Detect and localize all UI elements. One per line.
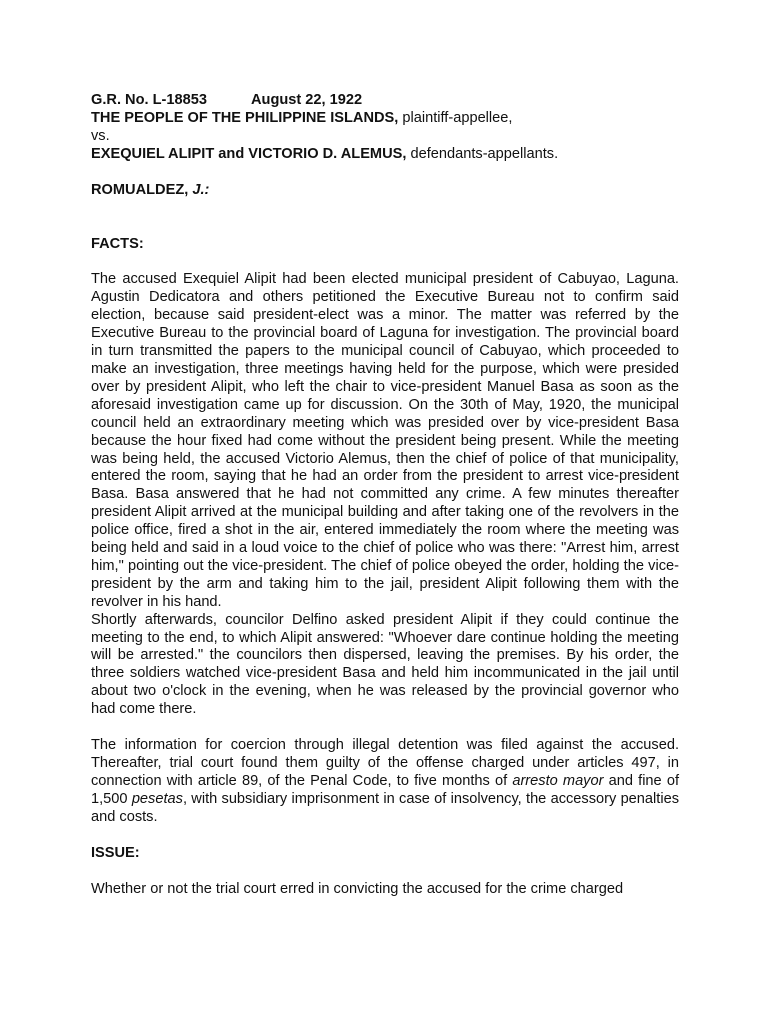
defendants-role: defendants-appellants. <box>406 145 559 162</box>
paragraph-3-text-2: and fine of 1,500 <box>91 772 679 807</box>
document-body <box>91 92 679 898</box>
ponente-line <box>91 182 679 200</box>
decision-date: August 22, 1922 <box>250 92 363 108</box>
defendants-line <box>91 146 679 164</box>
facts-paragraph-2: Shortly afterwards, councilor Delfino asked president Alipit if they could continue the meeting to the end, to which Alipit answered: "Whoever dare continue holding the meeting will be arrested." the councilors then dispersed, leaving the premises. By his order, the three soldiers watched vice-president Basa and held him incommunicated in the jail until about two o'clock in the evening, when he was released by the provincial governor who had come there. <box>91 611 679 718</box>
arresto-mayor-term: arresto mayor <box>512 772 604 789</box>
versus-line: vs. <box>91 127 110 144</box>
issue-text: Whether or not the trial court erred in convicting the accused for the crime charged <box>91 880 624 897</box>
defendants-name: EXEQUIEL ALIPIT and VICTORIO D. ALEMUS, <box>91 145 407 162</box>
ponente-title: J.: <box>192 181 210 198</box>
issue-heading: ISSUE: <box>91 844 140 861</box>
plaintiff-role: plaintiff-appellee, <box>398 109 513 126</box>
facts-heading: FACTS: <box>91 235 144 252</box>
gr-number: G.R. No. L-18853 <box>91 92 207 108</box>
paragraph-3-text-3: , with subsidiary imprisonment in case of insolvency, the accessory penalties and costs. <box>91 790 679 825</box>
case-number-line <box>91 92 679 110</box>
facts-paragraph-1: The accused Exequiel Alipit had been elected municipal president of Cabuyao, Laguna. Agustin Dedicatora and others petitioned the Executive Bureau not to confirm said election, because said president-elect was a minor. The matter was referred by the Executive Bureau to the provincial board of Laguna for investigation. The provincial board in turn transmitted the papers to the municipal council of Cabuyao, which proceeded to make an investigation, three meetings having held for the purpose, which were presided over by president Alipit, who left the chair to vice-president Manuel Basa as soon as the aforesaid investigation came up for discussion. On the 30th of May, 1920, the municipal council held an extraordinary meeting which was presided over by vice-president Basa because the hour fixed had come without the president being present. While the meeting was being held, the accused Victorio Alemus, then the chief of police of that municipality, entered the room, saying that he had an order from the president to arrest vice-president Basa. Basa answered that he had not committed any crime. A few minutes thereafter president Alipit arrived at the municipal building and after taking one of the revolvers in the police office, fired a shot in the air, entered immediately the room where the meeting was being held and said in a loud voice to the chief of police who was there: "Arrest him, arrest him," pointing out the vice-president. The chief of police obeyed the order, holding the vice-president by the arm and taking him to the jail, president Alipit following them with the revolver in his hand. <box>91 271 679 610</box>
facts-paragraph-3 <box>91 737 679 827</box>
plaintiff-name: THE PEOPLE OF THE PHILIPPINE ISLANDS, <box>91 109 399 126</box>
pesetas-term: pesetas <box>131 790 183 807</box>
plaintiff-line <box>91 110 679 128</box>
ponente-name: ROMUALDEZ, <box>91 181 193 198</box>
paragraph-3-text-1: The information for coercion through illegal detention was filed against the accused. Thereafter, trial court found them guilty of the offense charged under articles 497, in connection with article 89, of the Penal Code, to five months of <box>91 737 679 789</box>
